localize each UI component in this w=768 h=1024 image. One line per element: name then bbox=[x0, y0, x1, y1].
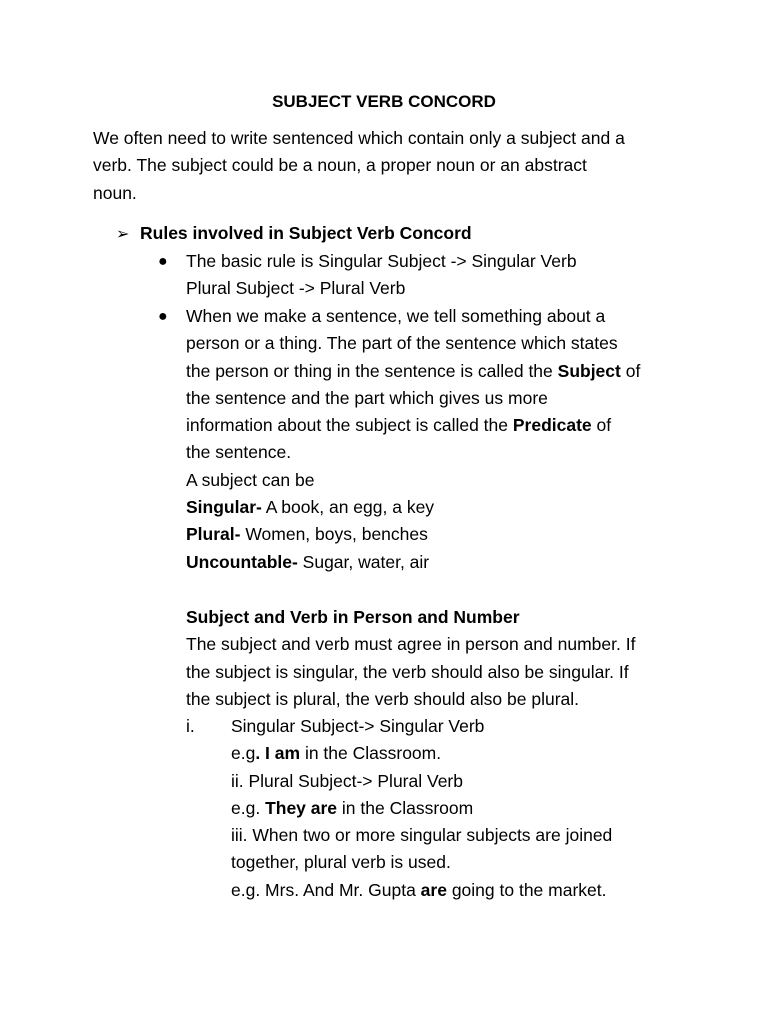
section-line: The subject and verb must agree in person and number. If bbox=[186, 634, 636, 655]
label: Uncountable- bbox=[186, 551, 298, 572]
list-example bbox=[231, 740, 711, 767]
text: of bbox=[620, 360, 641, 381]
text: going to the market. bbox=[446, 879, 607, 900]
list-number: i. bbox=[186, 716, 195, 736]
text: of bbox=[591, 415, 612, 436]
bullet-dot-icon: ● bbox=[158, 308, 168, 325]
text: information about the subject is called the bbox=[186, 415, 513, 436]
bullet-item-sentence-parts bbox=[186, 303, 706, 576]
numbered-list bbox=[231, 713, 711, 904]
section-line: the subject is singular, the verb should also be singular. If bbox=[186, 661, 629, 682]
text: the person or thing in the sentence is called the bbox=[186, 360, 558, 381]
page-title: SUBJECT VERB CONCORD bbox=[272, 92, 496, 111]
intro-line: verb. The subject could be a noun, a proper noun or an abstract bbox=[93, 155, 587, 176]
bold-text: They are bbox=[265, 797, 338, 818]
text: e.g. bbox=[231, 797, 266, 818]
label: Plural- bbox=[186, 524, 241, 545]
text: A book, an egg, a key bbox=[261, 497, 435, 518]
bold-term-predicate: Predicate bbox=[512, 415, 592, 436]
intro-line: We often need to write sentenced which contain only a subject and a bbox=[93, 128, 625, 148]
list-item: together, plural verb is used. bbox=[231, 852, 451, 873]
bullet-line: person or a thing. The part of the sentence which states bbox=[186, 333, 618, 354]
list-item: iii. When two or more singular subjects are joined bbox=[231, 825, 613, 846]
subject-type-plural bbox=[186, 521, 706, 548]
rules-heading bbox=[116, 220, 472, 248]
arrow-bullet-icon: ➢ bbox=[116, 226, 130, 243]
intro-line: noun. bbox=[93, 182, 137, 203]
section-heading: Subject and Verb in Person and Number bbox=[186, 607, 520, 627]
bold-text: . I am bbox=[255, 743, 301, 764]
section-person-number bbox=[186, 604, 706, 713]
text: Women, boys, benches bbox=[240, 524, 428, 545]
text: e.g bbox=[231, 743, 256, 764]
bullet-line: A subject can be bbox=[186, 469, 315, 490]
bullet-line: Plural Subject -> Plural Verb bbox=[186, 278, 406, 299]
text: Sugar, water, air bbox=[297, 551, 430, 572]
bold-term-subject: Subject bbox=[557, 360, 621, 381]
list-item: ii. Plural Subject-> Plural Verb bbox=[231, 770, 463, 791]
text: in the Classroom bbox=[337, 797, 474, 818]
bullet-dot-icon: ● bbox=[158, 253, 168, 270]
bullet-line: The basic rule is Singular Subject -> Singular Verb bbox=[186, 251, 577, 271]
label: Singular- bbox=[186, 497, 262, 518]
text: e.g. Mrs. And Mr. Gupta bbox=[231, 879, 421, 900]
list-example bbox=[231, 877, 711, 904]
intro-paragraph bbox=[93, 125, 693, 207]
bullet-line bbox=[186, 358, 706, 385]
bullet-line: the sentence and the part which gives us more bbox=[186, 387, 548, 408]
bullet-line: When we make a sentence, we tell something about a bbox=[186, 306, 606, 326]
subject-type-uncountable bbox=[186, 549, 706, 576]
section-line: the subject is plural, the verb should also be plural. bbox=[186, 688, 580, 709]
bullet-line: the sentence. bbox=[186, 442, 292, 463]
rules-heading-text: Rules involved in Subject Verb Concord bbox=[140, 223, 472, 243]
bullet-item-basic-rule bbox=[186, 248, 706, 303]
bullet-line bbox=[186, 412, 706, 439]
text: in the Classroom. bbox=[300, 743, 442, 764]
list-item: Singular Subject-> Singular Verb bbox=[231, 716, 485, 736]
subject-type-singular bbox=[186, 494, 706, 521]
bold-text: are bbox=[420, 879, 447, 900]
list-example bbox=[231, 795, 711, 822]
